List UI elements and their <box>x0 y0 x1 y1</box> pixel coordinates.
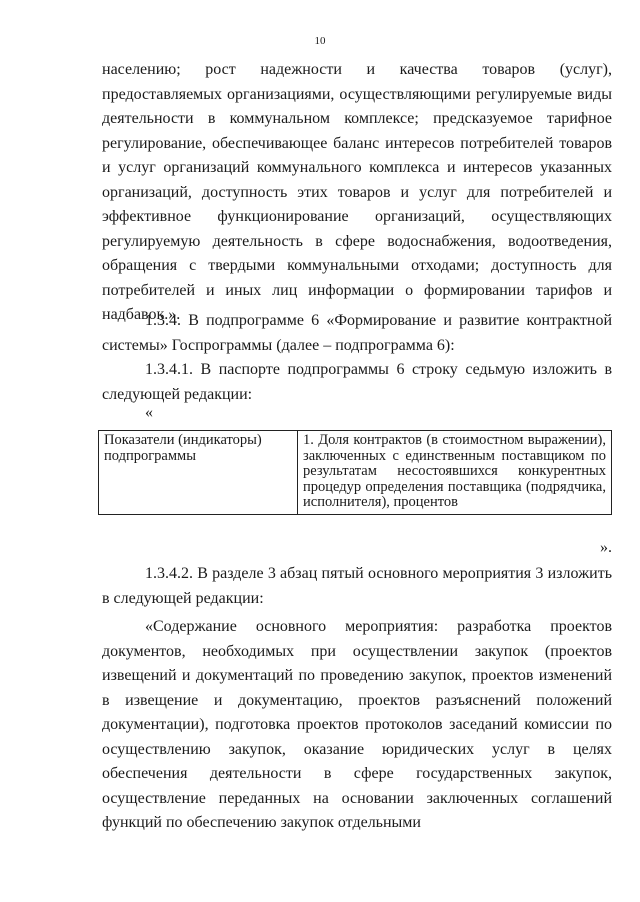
opening-quote: « <box>145 404 153 421</box>
indicator-table <box>98 430 612 515</box>
content-paragraph: «Содержание основного мероприятия: разработка проектов документов, необходимых при осуществлении закупок (проектов извещений и документаций по проведению закупок, проектов изменений в извещение и документацию, проектов разъяснений положений документации), подготовка проектов протоколов заседаний комиссии по осуществлению закупок, оказание юридических услуг в целях обеспечения деятельности в сфере государственных закупок, осуществление переданных на основании заключенных соглашений функций по обеспечению закупок отдельными <box>102 618 612 831</box>
page-number: 10 <box>314 35 326 47</box>
indicator-label-cell: Показатели (индикаторы) подпрограммы <box>99 431 298 515</box>
item-1-3-4-2: 1.3.4.2. В разделе 3 абзац пятый основного мероприятия 3 изложить в следующей редакции: <box>102 565 612 607</box>
table-row <box>99 431 612 515</box>
item-1-3-4: 1.3.4. В подпрограмме 6 «Формирование и развитие контрактной системы» Госпрограммы (далее – подпрограмма 6): <box>102 312 612 354</box>
top-paragraph: населению; рост надежности и качества товаров (услуг), предоставляемых организациями, осуществляющими регулируемые виды деятельности в коммунальном комплексе; предсказуемое тарифное регулирование, обеспечивающее баланс интересов потребителей товаров и услуг организаций коммунального комплекса и интересов указанных организаций, доступность этих товаров и услуг для потребителей и эффективное функционирование организаций, осуществляющих регулируемую деятельность в сфере водоснабжения, водоотведения, обращения с твердыми коммунальными отходами; доступность для потребителей и иных лиц информации о формировании тарифов и надбавок.». <box>102 61 612 323</box>
indicator-value-cell: 1. Доля контрактов (в стоимостном выражении), заключенных с единственным поставщиком по результатам несостоявшихся конкурентных процедур определения поставщика (подрядчика, исполнителя), процентов <box>298 431 612 515</box>
top-paragraph-block <box>102 58 612 328</box>
content-block <box>102 615 612 836</box>
item-1-3-4-1: 1.3.4.1. В паспорте подпрограммы 6 строку седьмую изложить в следующей редакции: <box>102 361 612 403</box>
section-3-block <box>102 562 612 611</box>
subprogram-block <box>102 309 612 407</box>
closing-quote: ». <box>600 539 612 556</box>
